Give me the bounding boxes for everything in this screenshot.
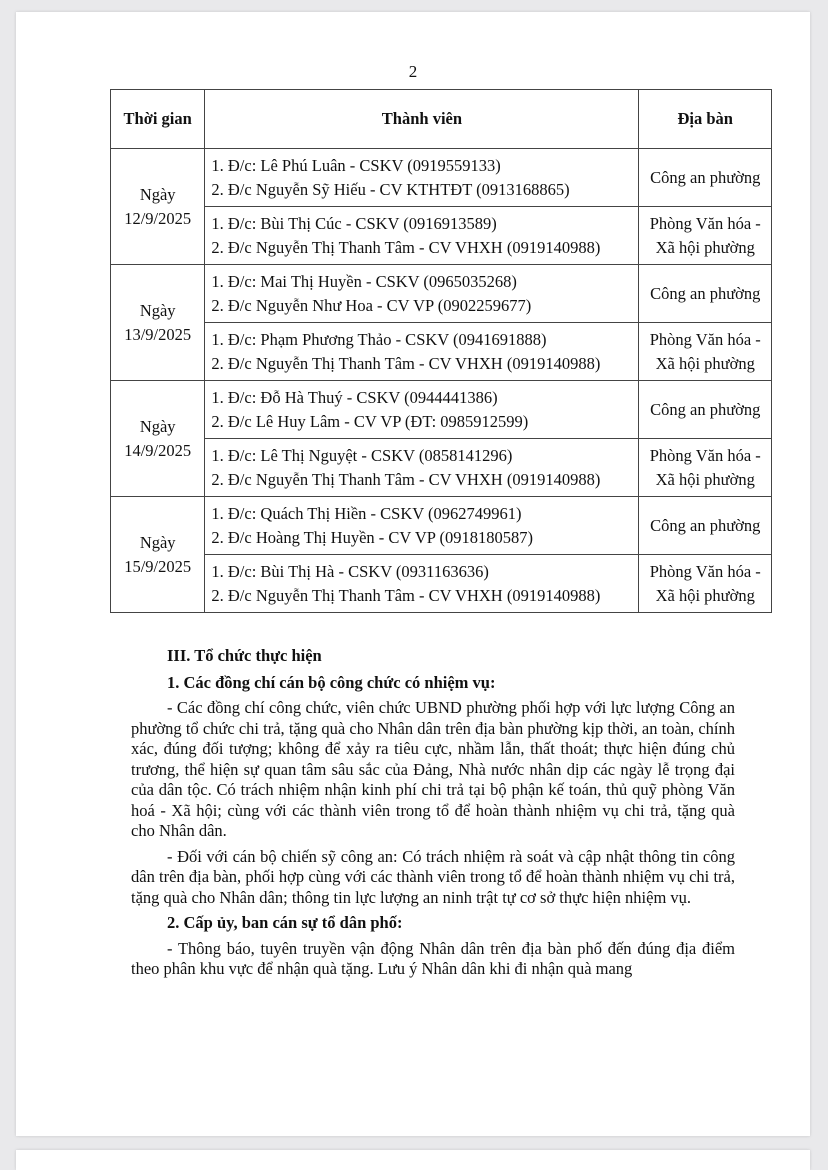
area-cell: Phòng Văn hóa - Xã hội phường — [639, 555, 772, 613]
document-page — [16, 12, 810, 1136]
area-cell: Công an phường — [639, 149, 772, 207]
date-cell: Ngày 13/9/2025 — [111, 265, 205, 381]
date-cell: Ngày 14/9/2025 — [111, 381, 205, 497]
header-area: Địa bàn — [639, 90, 772, 149]
members-cell: 1. Đ/c: Quách Thị Hiền - CSKV (0962749961) 2. Đ/c Hoàng Thị Huyền - CV VP (0918180587) — [205, 497, 639, 555]
schedule-table — [110, 89, 772, 613]
paragraph: - Thông báo, tuyên truyền vận động Nhân dân trên địa bàn phố đến đúng địa điểm theo phân khu vực để nhận quà tặng. Lưu ý Nhân dân khi đi nhận quà mang — [131, 938, 735, 978]
table-header-row — [111, 90, 772, 149]
members-cell: 1. Đ/c: Bùi Thị Cúc - CSKV (0916913589) 2. Đ/c Nguyễn Thị Thanh Tâm - CV VHXH (0919140988) — [205, 207, 639, 265]
subsection-heading: 2. Cấp ủy, ban cán sự tổ dân phố: — [167, 913, 403, 932]
header-members: Thành viên — [205, 90, 639, 149]
members-cell: 1. Đ/c: Đỗ Hà Thuý - CSKV (0944441386) 2. Đ/c Lê Huy Lâm - CV VP (ĐT: 0985912599) — [205, 381, 639, 439]
paragraph: - Các đồng chí công chức, viên chức UBND phường phối hợp với lực lượng Công an phường tổ chức chi trả, tặng quà cho Nhân dân trên địa bàn phường kịp thời, an toàn, chính xác, đúng đối tượng; không để xảy ra tiêu cực, nhầm lẫn, thất thoát; thực hiện đúng chủ trương, thể hiện sự quan tâm sâu sắc của Đảng, Nhà nước nhân dịp các ngày lễ trọng đại của dân tộc. Có trách nhiệm nhận kinh phí chi trả tại bộ phận kế toán, thủ quỹ phòng Văn hoá - Xã hội; cùng với các thành viên trong tổ để hoàn thành nhiệm vụ chi trả, tặng quà cho Nhân dân. — [131, 698, 735, 840]
table-row — [111, 497, 772, 555]
area-cell: Công an phường — [639, 497, 772, 555]
members-cell: 1. Đ/c: Lê Thị Nguyệt - CSKV (0858141296) 2. Đ/c Nguyễn Thị Thanh Tâm - CV VHXH (0919140988) — [205, 439, 639, 497]
table-row — [111, 381, 772, 439]
table-row — [111, 149, 772, 207]
area-cell: Phòng Văn hóa - Xã hội phường — [639, 439, 772, 497]
area-cell: Công an phường — [639, 265, 772, 323]
subsection-heading: 1. Các đồng chí cán bộ công chức có nhiệm vụ: — [167, 672, 496, 692]
members-cell: 1. Đ/c: Lê Phú Luân - CSKV (0919559133) 2. Đ/c Nguyễn Sỹ Hiếu - CV KTHTĐT (0913168865) — [205, 149, 639, 207]
area-cell: Phòng Văn hóa - Xã hội phường — [639, 323, 772, 381]
table-row — [111, 265, 772, 323]
date-cell: Ngày 15/9/2025 — [111, 497, 205, 613]
table-row — [111, 207, 772, 265]
next-page-edge — [16, 1150, 810, 1170]
table-row — [111, 439, 772, 497]
page-number: 2 — [408, 62, 418, 81]
header-time: Thời gian — [111, 90, 205, 149]
table-row — [111, 323, 772, 381]
area-cell: Công an phường — [639, 381, 772, 439]
table-row — [111, 555, 772, 613]
members-cell: 1. Đ/c: Phạm Phương Thảo - CSKV (0941691888) 2. Đ/c Nguyễn Thị Thanh Tâm - CV VHXH (0919140988) — [205, 323, 639, 381]
members-cell: 1. Đ/c: Bùi Thị Hà - CSKV (0931163636) 2. Đ/c Nguyễn Thị Thanh Tâm - CV VHXH (0919140988) — [205, 555, 639, 613]
body-text — [131, 646, 735, 985]
area-cell: Phòng Văn hóa - Xã hội phường — [639, 207, 772, 265]
paragraph: - Đối với cán bộ chiến sỹ công an: Có trách nhiệm rà soát và cập nhật thông tin công dân trên địa bàn, phối hợp cùng với các thành viên trong tổ để hoàn thành nhiệm vụ chi trả, tặng quà cho Nhân dân; thông tin lực lượng an ninh trật tự cơ sở thực hiện nhiệm vụ. — [131, 846, 735, 907]
date-cell: Ngày 12/9/2025 — [111, 149, 205, 265]
members-cell: 1. Đ/c: Mai Thị Huyền - CSKV (0965035268) 2. Đ/c Nguyễn Như Hoa - CV VP (0902259677) — [205, 265, 639, 323]
section-heading: III. Tổ chức thực hiện — [167, 646, 322, 665]
